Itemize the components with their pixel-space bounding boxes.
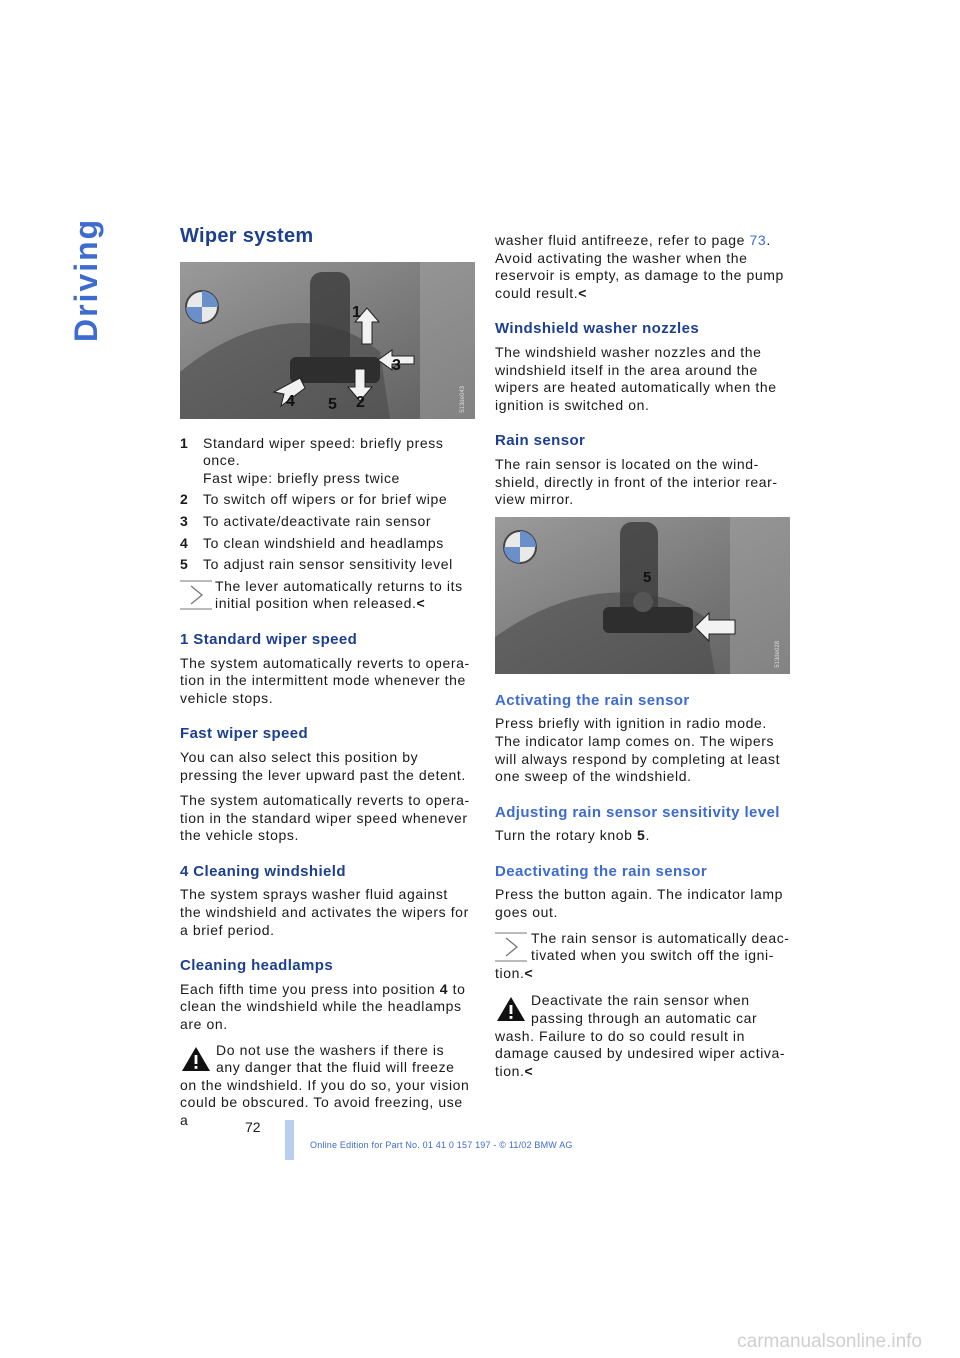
activating-heading: Activating the rain sensor <box>495 691 690 709</box>
note-auto-deactivate: The rain sensor is automatically deac-tivated when you switch off the igni- tion.< <box>495 929 790 981</box>
callout-1: 1 <box>352 303 362 321</box>
list-item-number: 2 <box>180 491 189 508</box>
fast-speed-text-2: The system automatically reverts to opera-tion in the standard wiper speed whenever the vehicle stops. <box>180 792 470 844</box>
nozzles-heading: Windshield washer nozzles <box>495 320 700 338</box>
list-item <box>180 556 470 574</box>
list-item-text: To clean windshield and headlamps <box>203 534 444 551</box>
list-item-text: Standard wiper speed: briefly press once. <box>203 434 444 469</box>
wiper-lever-illustration <box>180 262 475 419</box>
list-item-text: To adjust rain sensor sensitivity level <box>203 556 453 573</box>
callout-5: 5 <box>328 395 338 413</box>
callout-4: 4 <box>286 392 296 410</box>
list-item-text: To switch off wipers or for brief wipe <box>203 491 448 508</box>
warning-icon <box>495 994 527 1024</box>
rain-sensor-figure <box>495 517 790 674</box>
nozzles-text: The windshield washer nozzles and the windshield itself in the area around the wipers are heated automatically when the ignition is switched on. <box>495 343 777 413</box>
adjusting-heading: Adjusting rain sensor sensitivity level <box>495 803 780 821</box>
cleaning-headlamps-text: Each fifth time you press into position 4 to clean the windshield while the headlamps are on. <box>180 980 466 1033</box>
control-list <box>180 435 470 574</box>
standard-speed-heading: 1 Standard wiper speed <box>180 630 358 648</box>
right-column <box>495 232 791 1090</box>
continuation-text: washer fluid antifreeze, refer to page 73. Avoid activating the washer when the reservoir is empty, as damage to the pump could result.< <box>495 232 784 301</box>
cleaning-windshield-text: The system sprays washer fluid against the windshield and activates the wipers for a brief period. <box>180 886 469 938</box>
callout-2: 2 <box>356 393 366 411</box>
list-item <box>180 435 470 488</box>
deactivating-heading: Deactivating the rain sensor <box>495 862 708 880</box>
warning-carwash-text: Deactivate the rain sensor when passing through an automatic car <box>531 992 758 1027</box>
warning-carwash: Deactivate the rain sensor when passing through an automatic car wash. Failure to do so could result in damage caused by undesired wiper activa-tion.< <box>495 992 786 1079</box>
page-ref-link[interactable]: 73 <box>749 232 767 248</box>
page-number: 72 <box>245 1119 261 1135</box>
list-item-text: To activate/deactivate rain sensor <box>203 512 432 529</box>
list-item-number: 4 <box>180 534 189 551</box>
note-icon <box>495 932 527 962</box>
deactivating-text: Press the button again. The indicator lamp goes out. <box>495 886 783 921</box>
warning-carwash-text-rest: wash. Failure to do so could result in damage caused by undesired wiper activa-tion. <box>495 1027 786 1079</box>
cleaning-windshield-heading: 4 Cleaning windshield <box>180 862 346 880</box>
chapter-side-title <box>68 217 162 352</box>
note-lever <box>180 578 470 613</box>
adjusting-text: Turn the rotary knob 5. <box>495 827 650 844</box>
rain-sensor-text: The rain sensor is located on the wind-shield, directly in front of the interior rear-view mirror. <box>495 455 778 508</box>
wiper-lever-figure <box>180 262 475 419</box>
activating-text: Press briefly with ignition in radio mode. The indicator lamp comes on. The wipers will always respond by completing at least one sweep of the windshield. <box>495 715 781 785</box>
footer-bar <box>285 1120 294 1160</box>
note-lever-text: The lever automatically returns to its initial position when released. <box>215 577 463 612</box>
left-column <box>180 225 470 1140</box>
figure-code: 513de028 <box>775 641 782 668</box>
rain-sensor-illustration <box>495 517 790 674</box>
callout-5: 5 <box>643 568 652 586</box>
end-mark: < <box>416 595 426 612</box>
fast-speed-text-1: You can also select this position by pressing the lever upward past the detent. <box>180 748 466 783</box>
list-item-number: 1 <box>180 434 189 451</box>
list-item-number: 3 <box>180 512 189 529</box>
list-item <box>180 513 470 531</box>
list-item-number: 5 <box>180 556 189 573</box>
watermark: carmanualsonline.info <box>737 1331 922 1352</box>
rain-sensor-heading: Rain sensor <box>495 432 586 450</box>
callout-3: 3 <box>392 356 402 374</box>
figure-code: 513de043 <box>460 385 467 413</box>
footer-text: Online Edition for Part No. 01 41 0 157 197 - © 11/02 BMW AG <box>310 1140 573 1150</box>
list-item-extra: Fast wipe: briefly press twice <box>203 469 400 486</box>
warning-freeze <box>180 1042 470 1130</box>
standard-speed-text: The system automatically reverts to opera-tion in the intermittent mode whenever the vehicle stops. <box>180 654 470 706</box>
page-heading: Wiper system <box>180 225 314 247</box>
cleaning-headlamps-heading: Cleaning headlamps <box>180 957 334 975</box>
warning-icon <box>180 1044 212 1074</box>
list-item <box>180 535 470 553</box>
note-auto-text: The rain sensor is automatically deac-tivated when you switch off the igni- <box>531 929 790 964</box>
chapter-side-title-text: Driving <box>68 217 104 342</box>
warning-freeze-text: Do not use the washers if there is any danger that the fluid will freeze on the windshield. If you do so, your vision could be obscured. To avoid freezing, use a <box>180 1041 470 1128</box>
note-auto-text-rest: tion. <box>495 964 525 981</box>
fast-speed-heading: Fast wiper speed <box>180 725 309 743</box>
list-item <box>180 491 470 509</box>
note-icon <box>180 580 212 610</box>
